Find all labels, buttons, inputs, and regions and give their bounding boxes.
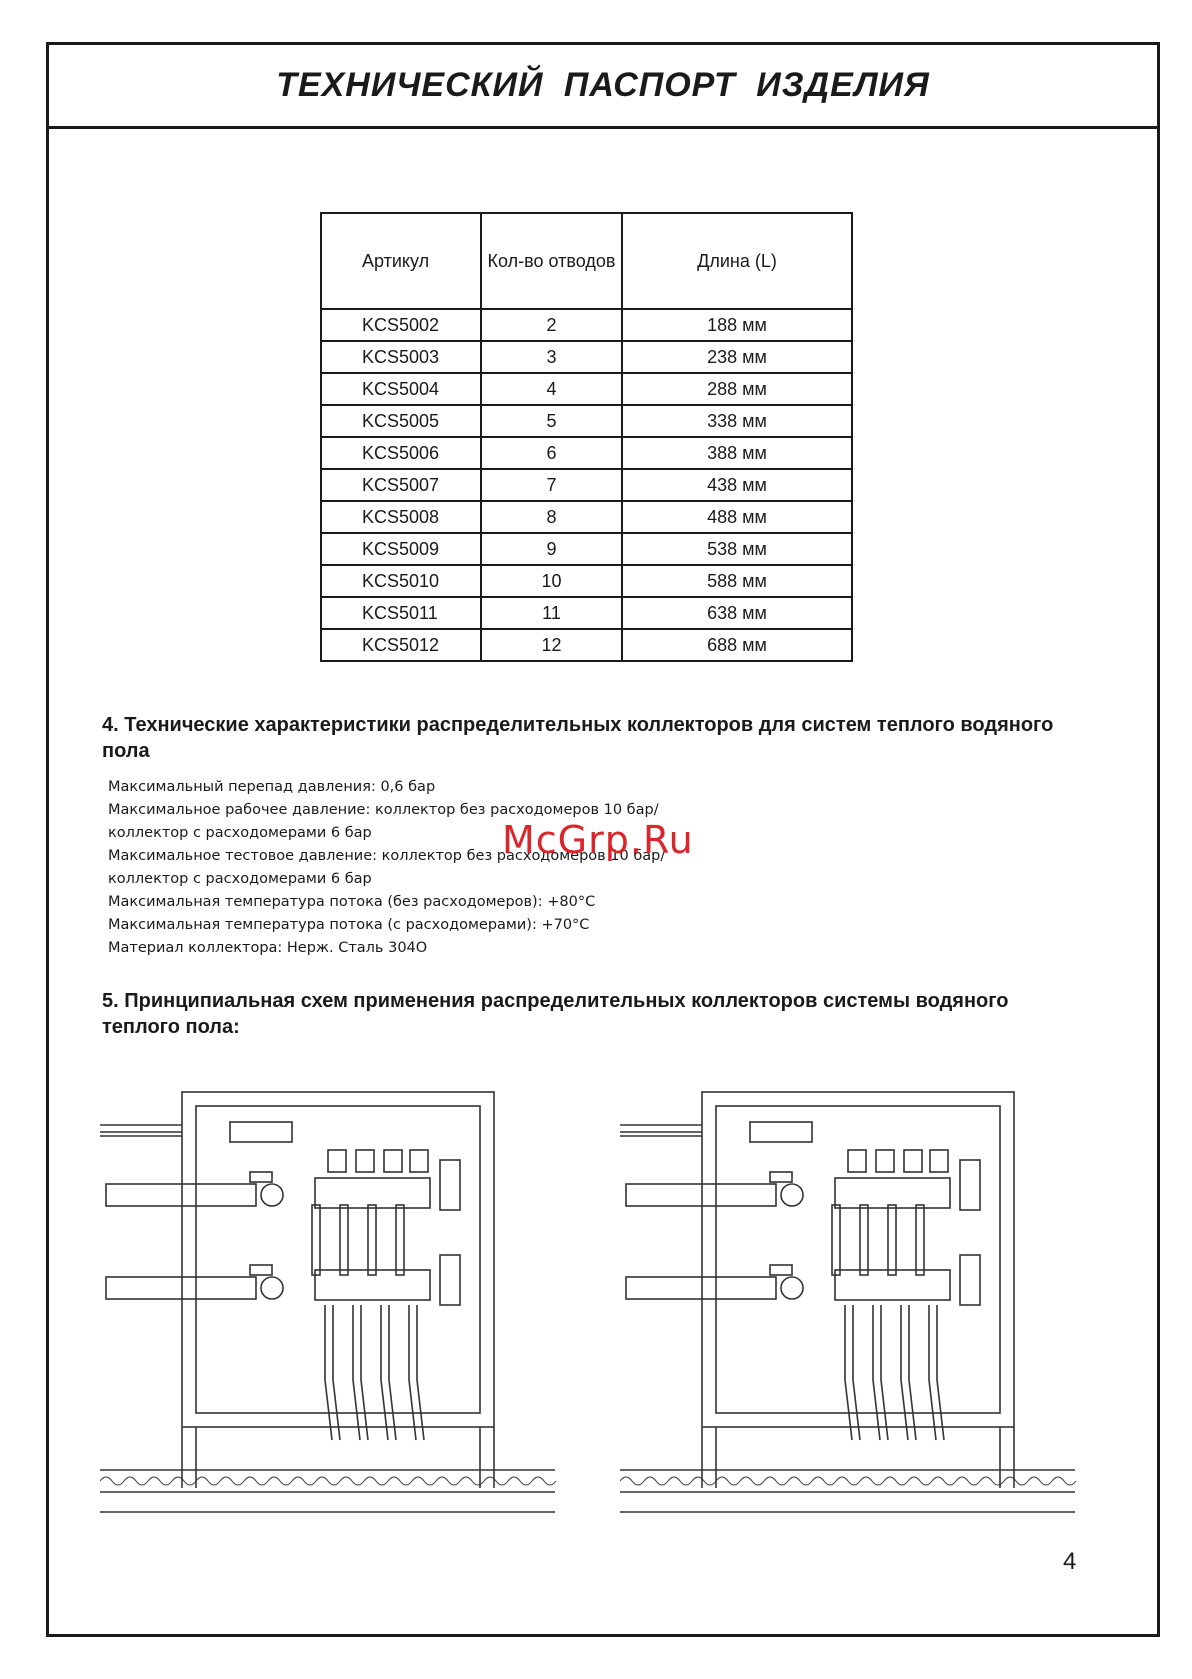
table-row: [321, 405, 852, 437]
section-5-title: 5. Принципиальная схем применения распределительных коллекторов системы водяного теплого пола:: [102, 990, 1009, 1038]
cell-outlets: 6: [481, 437, 622, 469]
cell-article: KCS5007: [321, 469, 481, 501]
cell-outlets: 12: [481, 629, 622, 661]
cell-article: KCS5009: [321, 533, 481, 565]
cell-length: 388 мм: [622, 437, 852, 469]
cell-article: KCS5003: [321, 341, 481, 373]
cell-article: KCS5006: [321, 437, 481, 469]
watermark: McGrp.Ru: [502, 818, 694, 862]
param-line: Максимальное рабочее давление: коллектор без расходомеров 10 бар/: [108, 802, 659, 818]
manifold-diagram-right: [620, 1080, 1100, 1540]
cell-article: KCS5011: [321, 597, 481, 629]
table-header-row: [321, 213, 852, 309]
parameters-list: [108, 776, 665, 960]
column-header-length: Длина (L): [622, 213, 852, 309]
param-line: Максимальное тестовое давление: коллектор без расходомеров 10 бар/: [108, 848, 666, 864]
supply-pipes: [620, 1125, 776, 1299]
cell-article: KCS5005: [321, 405, 481, 437]
cell-outlets: 9: [481, 533, 622, 565]
cell-length: 288 мм: [622, 373, 852, 405]
table-row: [321, 629, 852, 661]
param-line: коллектор с расходомерами 6 бар: [108, 871, 372, 887]
cell-article: KCS5004: [321, 373, 481, 405]
valves: [250, 1160, 460, 1305]
cell-length: 488 мм: [622, 501, 852, 533]
cell-outlets: 11: [481, 597, 622, 629]
cell-outlets: 5: [481, 405, 622, 437]
cell-outlets: 3: [481, 341, 622, 373]
manifold-diagram-left: [100, 1080, 580, 1540]
cell-article: KCS5010: [321, 565, 481, 597]
param-line: Максимальная температура потока (без расходомеров): +80°С: [108, 894, 596, 910]
cell-length: 438 мм: [622, 469, 852, 501]
cell-outlets: 8: [481, 501, 622, 533]
column-header-article: Артикул: [321, 213, 481, 309]
table-row: [321, 597, 852, 629]
cell-outlets: 10: [481, 565, 622, 597]
header: [49, 45, 1157, 129]
cell-length: 538 мм: [622, 533, 852, 565]
table-row: [321, 469, 852, 501]
manifold-bars: [750, 1122, 950, 1300]
cell-outlets: 7: [481, 469, 622, 501]
valves: [770, 1160, 980, 1305]
spec-table: [320, 212, 853, 662]
manifold-bars: [230, 1122, 430, 1300]
floor-layers: [100, 1470, 556, 1512]
cell-length: 688 мм: [622, 629, 852, 661]
table-row: [321, 565, 852, 597]
floor-layers: [620, 1470, 1076, 1512]
page-title: ТЕХНИЧЕСКИЙ ПАСПОРТ ИЗДЕЛИЯ: [276, 66, 930, 104]
cell-outlets: 2: [481, 309, 622, 341]
table-row: [321, 501, 852, 533]
section-4-title: 4. Технические характеристики распределительных коллекторов для систем теплого водяного пола: [102, 714, 1054, 762]
param-line: коллектор с расходомерами 6 бар: [108, 825, 372, 841]
table-row: [321, 341, 852, 373]
cell-length: 638 мм: [622, 597, 852, 629]
table-row: [321, 373, 852, 405]
table-row: [321, 437, 852, 469]
loop-pipes: [325, 1305, 424, 1440]
cell-length: 338 мм: [622, 405, 852, 437]
supply-pipes: [100, 1125, 256, 1299]
cell-length: 188 мм: [622, 309, 852, 341]
cell-length: 238 мм: [622, 341, 852, 373]
table-row: [321, 533, 852, 565]
page-number: 4: [1063, 1548, 1077, 1575]
cell-length: 588 мм: [622, 565, 852, 597]
cell-article: KCS5012: [321, 629, 481, 661]
column-header-outlets: Кол-во отводов: [481, 213, 622, 309]
param-line: Материал коллектора: Нерж. Сталь 304О: [108, 940, 428, 956]
cell-outlets: 4: [481, 373, 622, 405]
cell-article: KCS5002: [321, 309, 481, 341]
param-line: Максимальная температура потока (с расходомерами): +70°С: [108, 917, 590, 933]
loop-pipes: [845, 1305, 944, 1440]
param-line: Максимальный перепад давления: 0,6 бар: [108, 779, 436, 795]
table-row: [321, 309, 852, 341]
cell-article: KCS5008: [321, 501, 481, 533]
